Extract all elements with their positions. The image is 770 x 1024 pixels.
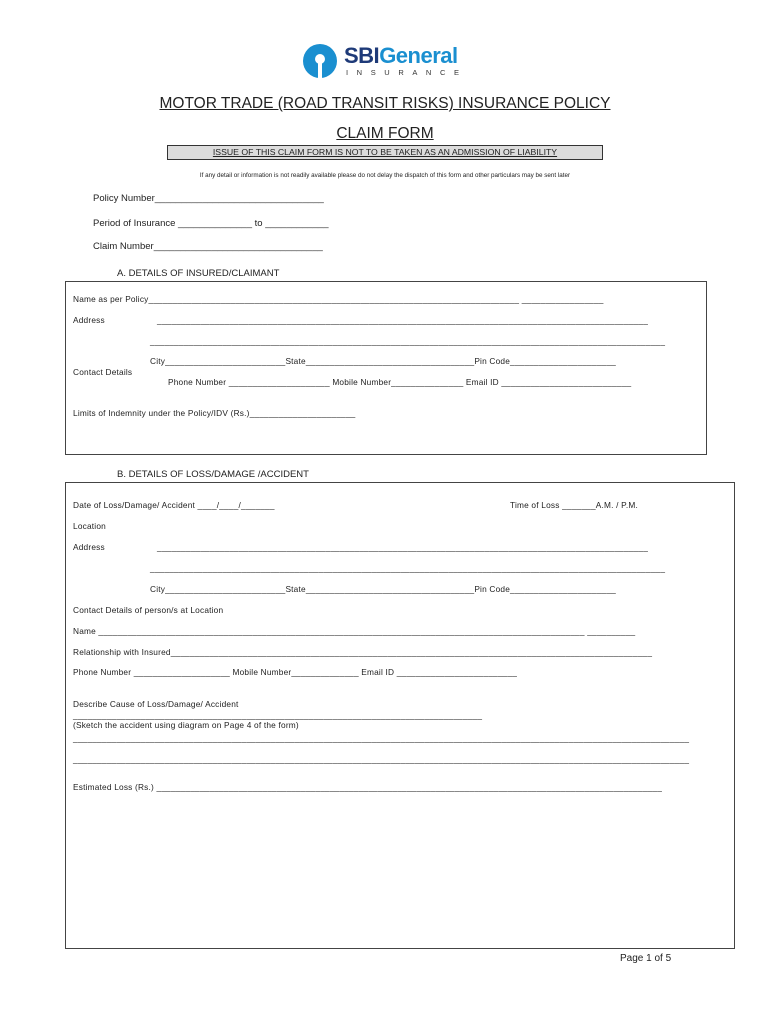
insured-name-field[interactable]: Name as per Policy_____________________________________________________________________________ _________________ [73,294,604,304]
loss-city-state-pin-field[interactable]: City_________________________State___________________________________Pin Code______________________ [150,584,616,594]
period-of-insurance-field[interactable]: Period of Insurance ______________ to ____________ [93,218,329,229]
contact-name-field[interactable]: Name _____________________________________________________________________________________________________ __________ [73,626,636,636]
estimated-loss-field[interactable]: Estimated Loss (Rs.) _________________________________________________________________________________________________________ [73,782,663,792]
section-b-heading: B. DETAILS OF LOSS/DAMAGE /ACCIDENT [117,469,309,480]
liability-notice: ISSUE OF THIS CLAIM FORM IS NOT TO BE TAKEN AS AN ADMISSION OF LIABILITY [167,145,603,160]
loss-address-label: Address [73,542,105,552]
phone-mobile-email-field[interactable]: Phone Number _____________________ Mobile Number_______________ Email ID ___________________________ [168,377,632,387]
description-line-2[interactable]: ________________________________________________________________________________________________________________________________ [73,754,690,764]
loss-address-line-1[interactable]: ______________________________________________________________________________________________________ [157,542,649,552]
section-a-heading: A. DETAILS OF INSURED/CLAIMANT [117,268,280,279]
form-title: MOTOR TRADE (ROAD TRANSIT RISKS) INSURANCE POLICY [159,95,611,112]
contact-phone-field[interactable]: Phone Number ____________________ Mobile Number______________ Email ID _________________________ [73,667,518,677]
cause-of-loss-line[interactable]: _____________________________________________________________________________________ [73,710,483,720]
contact-at-location-label: Contact Details of person/s at Location [73,605,224,615]
sketch-instruction: (Sketch the accident using diagram on Page 4 of the form) [73,720,299,730]
claim-number-field[interactable]: Claim Number________________________________ [93,241,323,252]
address-label: Address [73,315,105,325]
relationship-field[interactable]: Relationship with Insured____________________________________________________________________________________________________ [73,647,653,657]
loss-address-line-2[interactable]: ___________________________________________________________________________________________________________ [150,563,666,573]
page-number: Page 1 of 5 [620,953,672,964]
form-subtitle: CLAIM FORM [336,125,434,142]
dispatch-note: If any detail or information is not readily available please do not delay the dispatch of this form and other particulars may be sent later [199,172,571,179]
logo-tagline: INSURANCE [346,68,468,77]
description-line-1[interactable]: ________________________________________________________________________________________________________________________________ [73,733,690,743]
limits-of-indemnity-field[interactable]: Limits of Indemnity under the Policy/IDV (Rs.)______________________ [73,408,356,418]
sbi-keyhole-logo-icon [303,44,337,78]
address-line-2[interactable]: ___________________________________________________________________________________________________________ [150,336,666,346]
location-label: Location [73,521,106,531]
logo-wordmark: SBIGeneral [344,43,458,68]
date-of-loss-field[interactable]: Date of Loss/Damage/ Accident ____/____/_______ [73,500,275,510]
cause-of-loss-label: Describe Cause of Loss/Damage/ Accident [73,699,239,709]
time-of-loss-field[interactable]: Time of Loss _______A.M. / P.M. [510,500,638,510]
section-a-box [65,281,707,455]
address-line-1[interactable]: ______________________________________________________________________________________________________ [157,315,649,325]
contact-details-label: Contact Details [73,367,133,377]
policy-number-field[interactable]: Policy Number________________________________ [93,193,324,204]
city-state-pin-field[interactable]: City_________________________State___________________________________Pin Code______________________ [150,356,616,366]
